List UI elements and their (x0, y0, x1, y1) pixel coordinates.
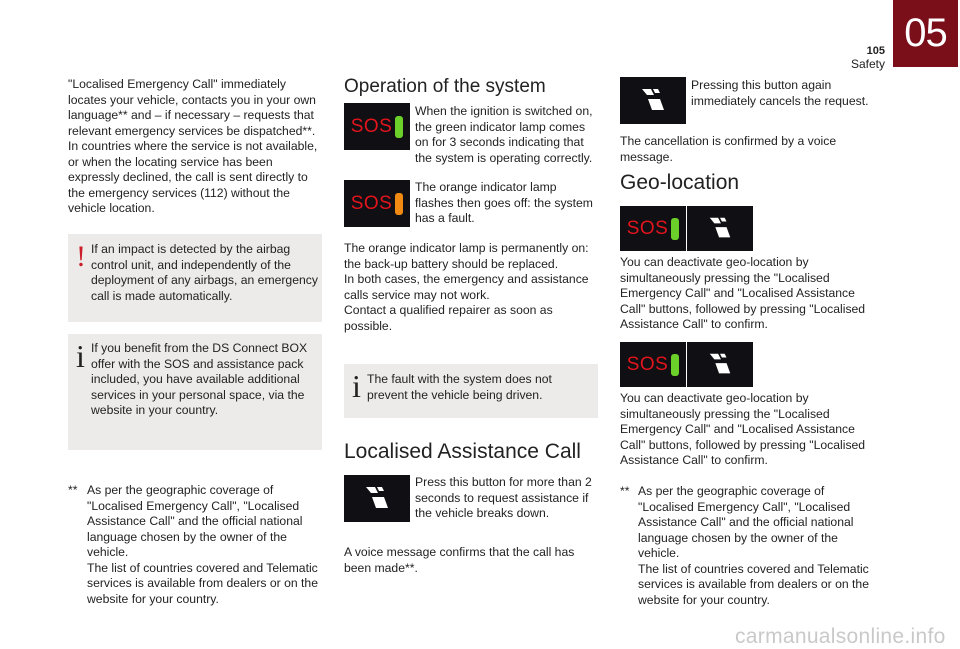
green-lamp-icon (671, 354, 679, 376)
sos-button-image (620, 342, 686, 387)
press-button-text: Press this button for more than 2 seconds to request assistance if the vehicle breaks down. (415, 475, 592, 520)
info-icon: i (352, 368, 361, 404)
info-text: If you benefit from the DS Connect BOX offer with the SOS and assistance pack included, you have available additional services in your personal space, via the website in your country. (91, 341, 308, 417)
fault-info-text: The fault with the system does not prevent the vehicle being driven. (367, 372, 552, 402)
page-number: 105 (866, 45, 885, 57)
geo-location-heading: Geo-location (620, 171, 740, 194)
operation-heading: Operation of the system (344, 76, 546, 97)
sos-button-orange-image (344, 180, 410, 227)
footnote: As per the geographic coverage of "Localised Emergency Call", "Localised Assistance Call" and the official national language chosen by the owner of the vehicle. The list of countries covered and Telematic services is available from dealers or on the website for your country. (87, 483, 318, 606)
sos-button-image (620, 206, 686, 251)
info-icon: i (76, 338, 85, 374)
footnote-mark: ** (620, 484, 630, 498)
warning-icon: ! (76, 240, 86, 273)
warning-note (68, 234, 322, 322)
chapter-tab: 05 (893, 0, 958, 67)
sos-and-ds-buttons-image-2 (620, 342, 753, 387)
warning-text: If an impact is detected by the airbag control unit, and independently of the deployment of any airbags, an emergency call is made automatically. (91, 242, 318, 303)
voice-confirm-text: A voice message confirms that the call has been made**. (344, 545, 575, 575)
deactivate-text-2: You can deactivate geo-location by simultaneously pressing the "Localised Emergency Call" and "Localised Assistance Call" buttons, followed by pressing "Localised Assistance Call" to confirm. (620, 391, 866, 467)
ds-assistance-button-icon (706, 215, 734, 243)
info-note (68, 334, 322, 450)
ds-button-image (687, 206, 753, 251)
green-lamp-icon (395, 116, 403, 138)
sos-label: SOS (350, 192, 393, 214)
footnote-mark: ** (68, 483, 78, 497)
permanent-lamp-text: The orange indicator lamp is permanently on: the back-up battery should be replaced. In both cases, the emergency and assistance calls service may not work. Contact a qualified repairer as soon as possible. (344, 241, 589, 333)
green-lamp-icon (671, 218, 679, 240)
press-again-text: Pressing this button again immediately cancels the request. (691, 78, 869, 108)
green-lamp-text: When the ignition is switched on, the green indicator lamp comes on for 3 seconds indicating that the system is operating correctly. (415, 104, 593, 165)
ds-assistance-button-icon (638, 86, 668, 116)
ds-assistance-button-image (344, 475, 410, 522)
orange-lamp-text: The orange indicator lamp flashes then goes off: the system has a fault. (415, 180, 593, 225)
footnote: As per the geographic coverage of "Localised Emergency Call", "Localised Assistance Call" and the official national language chosen by the owner of the vehicle. The list of countries covered and Telematic services is available from dealers or on the website for your country. (638, 484, 869, 607)
ds-assistance-button-icon (362, 484, 392, 514)
sos-label: SOS (626, 353, 669, 375)
section-title: Safety (850, 57, 885, 71)
sos-button-green-image (344, 103, 410, 150)
assistance-heading: Localised Assistance Call (344, 440, 581, 463)
sos-and-ds-buttons-image-1 (620, 206, 753, 251)
deactivate-text-1: You can deactivate geo-location by simultaneously pressing the "Localised Emergency Call" and "Localised Assistance Call" buttons, followed by pressing "Localised Assistance Call" to confirm. (620, 255, 866, 331)
ds-button-image (687, 342, 753, 387)
watermark: carmanualsonline.info (735, 625, 946, 648)
fault-info-note (344, 364, 598, 418)
ds-assistance-button-image (620, 77, 686, 124)
sos-label: SOS (626, 217, 669, 239)
intro-paragraph: "Localised Emergency Call" immediately locates your vehicle, contacts you in your own language** and – if necessary – requests that relevant emergency services be dispatched**. In countries where the service is not available, or when the locating service has been expressly declined, the call is sent directly to the emergency services (112) without the vehicle location. (68, 77, 318, 215)
ds-assistance-button-icon (706, 351, 734, 379)
cancellation-text: The cancellation is confirmed by a voice message. (620, 134, 837, 164)
orange-lamp-icon (395, 193, 403, 215)
sos-label: SOS (350, 115, 393, 137)
